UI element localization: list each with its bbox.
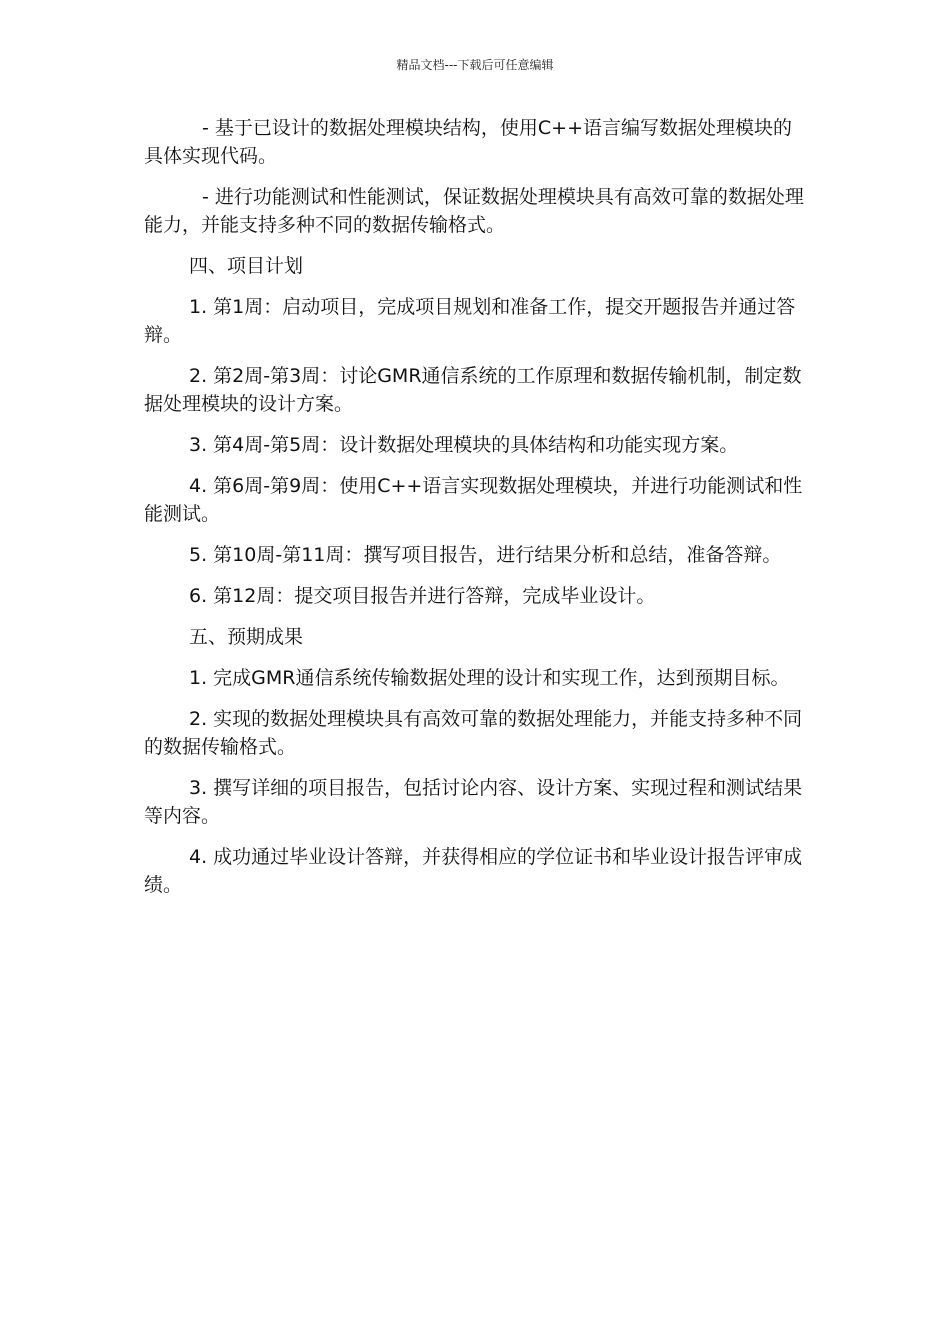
bullet-paragraph: - 基于已设计的数据处理模块结构，使用C++语言编写数据处理模块的具体实现代码。 xyxy=(144,117,793,167)
outcome-item: 2. 实现的数据处理模块具有高效可靠的数据处理能力，并能支持多种不同的数据传输格式。 xyxy=(144,708,803,758)
plan-item: 3. 第4周-第5周：设计数据处理模块的具体结构和功能实现方案。 xyxy=(189,434,739,456)
plan-item: 4. 第6周-第9周：使用C++语言实现数据处理模块，并进行功能测试和性能测试。 xyxy=(144,475,803,525)
document-body xyxy=(144,114,808,912)
section-heading: 五、预期成果 xyxy=(189,626,304,648)
plan-item: 2. 第2周-第3周：讨论GMR通信系统的工作原理和数据传输机制，制定数据处理模块的设计方案。 xyxy=(144,365,802,415)
plan-item: 5. 第10周-第11周：撰写项目报告，进行结果分析和总结，准备答辩。 xyxy=(189,544,782,566)
plan-item: 6. 第12周：提交项目报告并进行答辩，完成毕业设计。 xyxy=(189,585,656,607)
outcome-item: 3. 撰写详细的项目报告，包括讨论内容、设计方案、实现过程和测试结果等内容。 xyxy=(144,777,803,827)
plan-item: 1. 第1周：启动项目，完成项目规划和准备工作，提交开题报告并通过答辩。 xyxy=(144,296,796,346)
page-header: 精品文档---下载后可任意编辑 xyxy=(396,58,554,72)
section-heading: 四、项目计划 xyxy=(189,255,304,277)
bullet-paragraph: - 进行功能测试和性能测试，保证数据处理模块具有高效可靠的数据处理能力，并能支持多种不同的数据传输格式。 xyxy=(144,186,804,236)
outcome-item: 1. 完成GMR通信系统传输数据处理的设计和实现工作，达到预期目标。 xyxy=(189,667,790,689)
outcome-item: 4. 成功通过毕业设计答辩，并获得相应的学位证书和毕业设计报告评审成绩。 xyxy=(144,846,803,896)
